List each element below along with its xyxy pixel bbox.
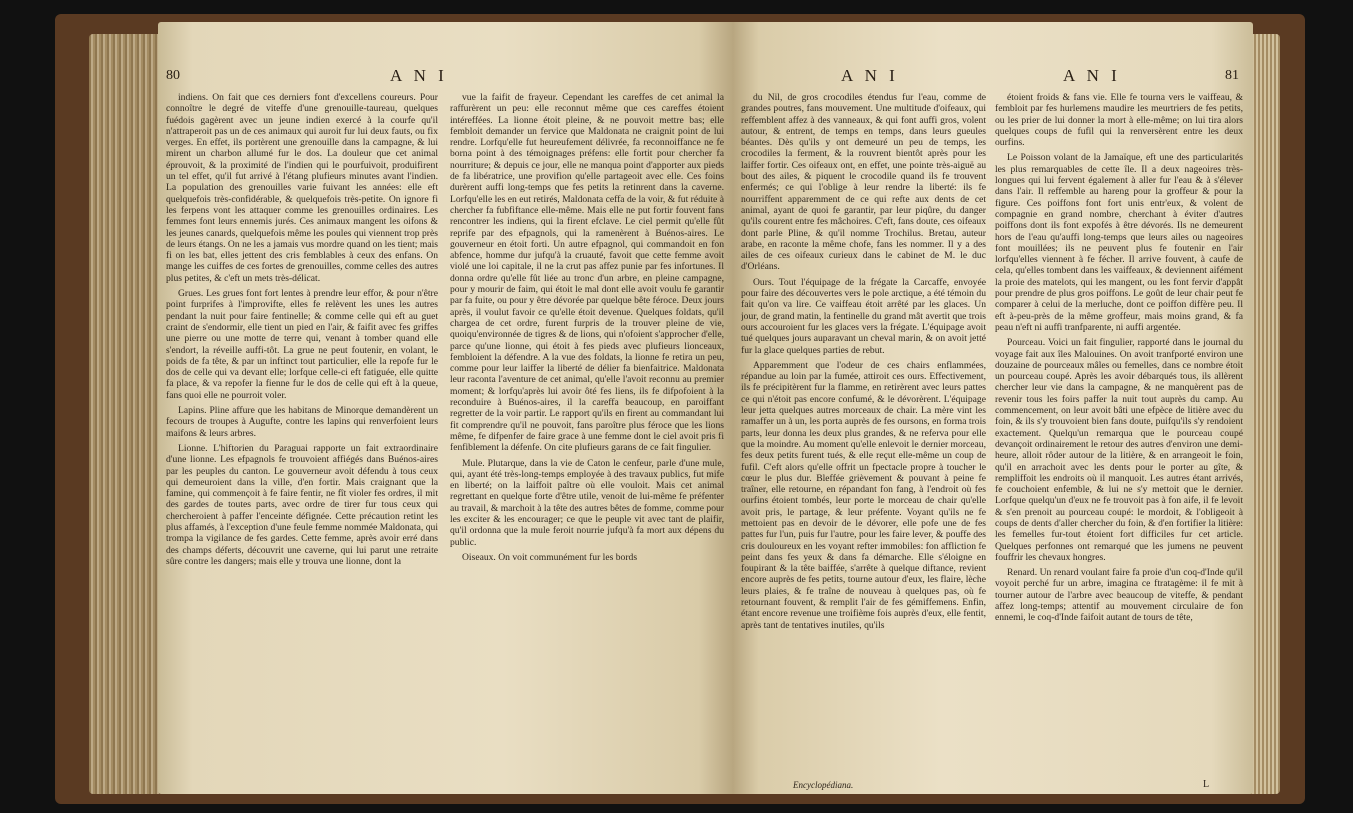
- paragraph: Oiseaux. On voit communément fur les bords: [462, 551, 638, 563]
- paragraph: Grues. Les grues font fort lentes à prendre leur effor, & pour n'être point furprifes à l'improvifte, elles fe relèvent les unes les autres pendant la nuit pour faire fentinelle; & comme celle qui eft au guet craint de s'endormir, elle tient un pied en l'air, & faifit avec fes griffes une pierre ou une motte de terre qui, venant à tomber quand elle s'endort, la réveille auffi-tôt. La grue ne peut foutenir, en volant, le poids de fa tête, & par un inftinct tout particulier, elle la repofe fur le dos de celle qui va devant elle; lorfque celle-ci eft fatiguée, elle quitte fa place, & va repofer la fienne fur le dos de celle qui eft à la queue, fans quoi elle ne pourroit voler.: [166, 288, 438, 401]
- book-spread: [55, 14, 1305, 804]
- paragraph: Apparemment que l'odeur de ces chairs enflammées, répandue au loin par la fumée, attiroit ces ours. Effectivement, ils fe précipitèrent fur la flamme, en retirèrent avec leurs pattes ce qui n'étoit pas encore confumé, & le dévorèrent. L'équipage leur jetta quelques autres morceaux de chair. La mère vint les ramaffer un à un, les porta auprès de fes oursons, en forma trois parts, leur donna les deux plus grandes, & ne referva pour elle que la moindre. Au moment qu'elle enlevoit le dernier morceau, fes deux petits furent tués, & elle reçut elle-même un coup de fufil. C'eft alors qu'elle offrit un fpectacle propre à toucher le cœur le plus dur. Bleffée grièvement & pouvant à peine fe traîner, elle retourne, en répandant fon fang, à l'endroit où fes ourfins étoient tombés, leur porte le morceau de chair qu'elle avoit pris, le partage, & leur préfente. Voyant qu'ils ne fe mettoient pas en devoir de le dévorer, elle pofe une de fes pattes fur l'un, puis fur l'autre, pour les faire lever, & pouffe des cris douloureux en les voyant refter immobiles: fon affliction fe peint dans fes yeux & dans fa démarche. Elle s'éloigne en foupirant & la tête baiffée, s'arrête à quelque diftance, revient encore auprès de fes petits, tourne autour d'eux, les flaire, lèche leurs plaies, & fe traîne de nouveau à quelques pas, où fe retournant fouvent, & remplit l'air de fes gémiffemens. Enfin, étant encore revenue une troifième fois auprès d'eux, elle fentit, après tant de tentatives inutiles, qu'ils: [741, 359, 986, 631]
- paragraph: vue la faifit de frayeur. Cependant les careffes de cet animal la raffurèrent un peu: elle reconnut même que ces careffes étoient intéreffées. La lionne étoit pleine, & ne pouvoit mettre bas; elle fembloit demander un fervice que Maldonata ne craignit point de lui rendre. Lorfqu'elle fut heureufement délivrée, fa reconnoiffance ne fe borna point à des témoignages préfens: elle fortit pour chercher fa nourriture; & depuis ce jour, elle ne manqua point d'apporter aux pieds de fa libératrice, une provifion qu'elle partageoit avec elle. Ces foins durèrent auffi long-temps que fes petits la retinrent dans la caverne. Lorfqu'elle les en eut retirés, Maldonata ceffa de la voir, & fut réduite à chercher fa fubfiftance elle-même. Mais elle ne put fortir fouvent fans rencontrer les indiens, qui la firent efclave. Le ciel permit qu'elle fût reprife par des efpagnols, qui la ramenèrent à Buénos-aires. Le gouverneur en étoit forti. Un autre efpagnol, qui commandoit en fon abfence, homme dur jufqu'à la cruauté, favoit que cette femme avoit violé une loi capitale, il ne la crut pas affez punie par fes infortunes. Il donna ordre qu'elle fût liée au tronc d'un arbre, en pleine campagne, pour y mourir de faim, qui étoit le mal dont elle avoit voulu fe garantir par fa fuite, ou pour y être dévorée par quelque bête féroce. Deux jours après, il voulut favoir ce qu'elle étoit devenue. Quelques foldats, qu'il chargea de cet ordre, furent furpris de la trouver pleine de vie, quoiqu'environnée de tigres & de lions, qui n'ofoient s'approcher d'elle, parce qu'une lionne, qui étoit à fes pieds avec plufieurs lionceaux, fembloient la défendre. A la vue des foldats, la lionne fe retira un peu, comme pour leur laiffer la liberté de délier fa bienfaitrice. Maldonata leur raconta l'aventure de cet animal, qu'elle l'avoit reconnu au premier moment; & lorfqu'après lui avoir ôté fes liens, ils fe difpofoient à la reconduire à Buénos-aires, il la careffa beaucoup, en paroiffant regretter de la voir partir. Le rapport qu'ils en firent au commandant lui fit comprendre qu'il ne pouvoit, fans paroître plus féroce que les lions même, fe difpenfer de faire grace à une femme dont le ciel avoit pris fi fenfiblement la défenfe. On cite plufieurs garans de ce fait fingulier.: [450, 92, 724, 454]
- right-running-head-2: A N I: [1063, 66, 1121, 85]
- footer-title: Encyclopédiana.: [793, 780, 854, 790]
- left-page-number: 80: [166, 68, 180, 83]
- left-running-head: A N I: [390, 66, 448, 85]
- right-page: [733, 22, 1253, 794]
- paragraph: du Nil, de gros crocodiles étendus fur l'eau, comme de grandes poutres, fans mouvement. Une multitude d'oifeaux, qui reffemblent affez à des vanneaux, & qui font auffi gros, volent autour, & entrent, de temps en temps, dans leurs gueules béantes. Dès qu'ils y ont demeuré un peu de temps, les crocodiles la ferment, & la rouvrent bientôt après pour les laiffer fortir. Ces oifeaux ont, en effet, une pointe très-aiguë au bout des ailes, & piquent le crocodile quand ils fe trouvent enfermés; ce qui l'oblige à leur rendre la liberté: ils fe nourriffent apparemment de ce qui refte aux dents de cet animal, ayant de quoi fe garantir, par leur piqûre, du danger qu'ils courent entre fes mâchoires. C'eft, fans doute, ces oifeaux dont parle Pline, & qu'il nomme Trochilus. Bretau, auteur arabe, en raconte la même chofe, fans les nommer. Il y a des ailes de ces oifeaux curieux dans le cabinet de M. le duc d'Orléans.: [741, 92, 986, 273]
- paragraph: Renard. Un renard voulant faire fa proie d'un coq-d'Inde qu'il voyoit perché fur un arbre, imagina ce ftratagème: il fe mit à tourner autour de l'arbre avec beaucoup de viteffe, & pendant affez long-temps; attentif au mouvement circulaire de fon ennemi, le coq-d'Inde faifoit autant de tours de tête,: [995, 567, 1243, 624]
- paragraph: étoient froids & fans vie. Elle fe tourna vers le vaiffeau, & fembloit par fes hurlemens maudire les meurtriers de fes petits, ou les prier de lui donner la mort à elle-même; on lui tira alors quelques coups de fufil qui la renversèrent entre les deux ourfins.: [995, 92, 1243, 149]
- paragraph: Lionne. L'hiftorien du Paraguai rapporte un fait extraordinaire d'une lionne. Les efpagnols fe trouvoient affiégés dans Buénos-aires par les peuples du canton. Le gouverneur avoit défendu à tous ceux qui demeuroient dans la ville, d'en fortir. Mais craignant que la famine, qui commençoit à fe faire fentir, ne fît violer fes ordres, il mit des gardes de toutes parts, avec ordre de tirer fur tous ceux qui chercheroient à paffer l'enceinte défignée. Cette précaution retint les plus affamés, à l'exception d'une feule femme nommée Maldonata, qui trompa la vigilance de fes gardes. Cette femme, après avoir erré dans des champs déferts, découvrit une caverne, qui lui parut une retraite sûre contre les dangers; mais elle y trouva une lionne, dont la: [166, 442, 438, 567]
- paragraph: Le Poisson volant de la Jamaïque, eft une des particularités les plus remarquables de cette île. Il a deux nageoires très-longues qui lui fervent également à aller fur l'eau & à s'élever dans l'air. Il reffemble au hareng pour la groffeur & pour la figure. Ces poiffons font fort unis entr'eux, & volent de compagnie en grand nombre, cherchant à éviter d'autres poiffons dont ils font expofés à être dévorés. Ils ne demeurent hors de l'eau qu'auffi long-temps que leurs ailes ou nageoires font mouillées; ils ne peuvent plus fe foutenir en l'air lorfqu'elles viennent à fe fécher. Il arrive fouvent, à caufe de cela, qu'elles tombent dans les vaiffeaux, & deviennent aifément la proie des matelots, qui les mangent, ou les font fervir d'appât pour prendre de plus gros poiffons. Le goût de leur chair peut fe comparer à celui de la merluche, dont ce poiffon diffère peu. Il eft à-peu-près de la même groffeur, mais moins grand, & fa peau n'eft ni auffi tranfparente, ni auffi argentée.: [995, 152, 1243, 333]
- right-running-head-1: A N I: [841, 66, 899, 85]
- paragraph: Lapins. Pline affure que les habitans de Minorque demandèrent un fecours de troupes à Augufte, contre les lapins qui renverfoient leurs maifons & leurs arbres.: [166, 405, 438, 439]
- left-page: [158, 22, 733, 794]
- right-page-number: 81: [1225, 68, 1239, 83]
- page-edges-right: [1250, 34, 1280, 794]
- right-column-2: [995, 92, 1243, 778]
- paragraph: Mule. Plutarque, dans la vie de Caton le cenfeur, parle d'une mule, qui, ayant été très-long-temps employée à des travaux publics, fut mife en liberté; on la laiffoit paître où elle vouloit. Mais cet animal regrettant en quelque forte d'être utile, venoit de lui-même fe préfenter au travail, & marchoit à la tête des autres bêtes de fomme, comme pour les exciter & les encourager; ce que le peuple vit avec tant de plaifir, qu'il ordonna que la mule feroit nourrie jufqu'à fa mort aux dépens du public.: [450, 457, 724, 548]
- paragraph: Ours. Tout l'équipage de la frégate la Carcaffe, envoyée pour faire des découvertes vers le pole arctique, a été témoin du fait qu'on va lire. Ce vaiffeau étoit arrêté par les glaces. Un jour, de grand matin, la fentinelle du grand mât avertit que trois ours accouroient fur les glaces vers la frégate. L'équipage avoit tué quelques jours auparavant un cheval marin, & on avoit jetté fur la glace quelques parties de rebut.: [741, 276, 986, 356]
- paragraph: indiens. On fait que ces derniers font d'excellens coureurs. Pour connoître le degré de viteffe d'une grenouille-taureau, quelques fuédois gagèrent avec un jeune indien exercé à la courfe qu'il n'attraperoit pas un de ces animaux qui auroit fur lui deux fauts, ou fix verges. En effet, ils portèrent une grenouille dans la campagne, & lui mirent un charbon allumé fur le dos. La douleur que cet animal éprouvoit, & la proximité de l'indien qui le pourfuivoit, produifirent un tel effet, qu'il fut arrivé à l'étang plufieurs minutes avant l'indien. La population des grenouilles varie fuivant les années: elle eft quelquefois très-confidérable, & quelquefois très-petite. On ignore fi les ferpens vont les attaquer comme les grenouilles ordinaires. Les femmes font leurs ennemis jurés. Ces animaux mangent les oifons & les jeunes canards, quelquefois même les poules qui viennent trop près de leurs étangs. On ne les a jamais vus mordre quand on les tient; mais fi on les bat, elles jettent des cris femblables à ceux des enfans. On mange les cuiffes de ces fortes de grenouilles, comme celles des autres plus petites, & c'eft un mets très-délicat.: [166, 92, 438, 284]
- left-column-1: [166, 92, 438, 792]
- signature-mark: L: [1203, 779, 1210, 790]
- paragraph: Pourceau. Voici un fait fingulier, rapporté dans le journal du voyage fait aux îles Malouines. On avoit tranfporté environ une douzaine de pourceaux mâles ou femelles, dans ce nombre étoit un pourceau coupé. Après les avoir débarqués tous, ils allèrent chercher leur vie dans la campagne, & ne manquèrent pas de revenir tous les foirs paffer la nuit tout auprès du camp. Au commencement, on leur avoit bâti une efpèce de litière avec du foin, & ils s'y trouvoient bien fans doute, puifqu'ils s'y rendoient exactement. Quelqu'un remarqua que le pourceau coupé devançoit ordinairement le retour des autres d'environ une demi-heure, alloit rôder autour de la litière, & en arrangeoit le foin, qu'il en arrachoit avec les dents pour le porter au gîte, & rempliffoit les endroits où il manquoit. Les autres étant arrivés, fe couchoient enfemble, & lui ne s'y mettoit que le dernier. Lorfque quelqu'un d'eux ne fe trouvoit pas à fon aife, il fe levoit & s'en prenoit au pourceau coupé: le mordoit, & l'obligeoit à coups de dents d'aller chercher du foin, & d'en fortifier la litière: les femelles fur-tout étoient fort difficiles fur cet article. Quelques perfonnes ont remarqué que les jumens ne peuvent fouffrir les chevaux hongres.: [995, 337, 1243, 563]
- page-edges-left: [89, 34, 159, 794]
- right-column-1: [741, 92, 986, 778]
- left-column-2: [450, 92, 724, 792]
